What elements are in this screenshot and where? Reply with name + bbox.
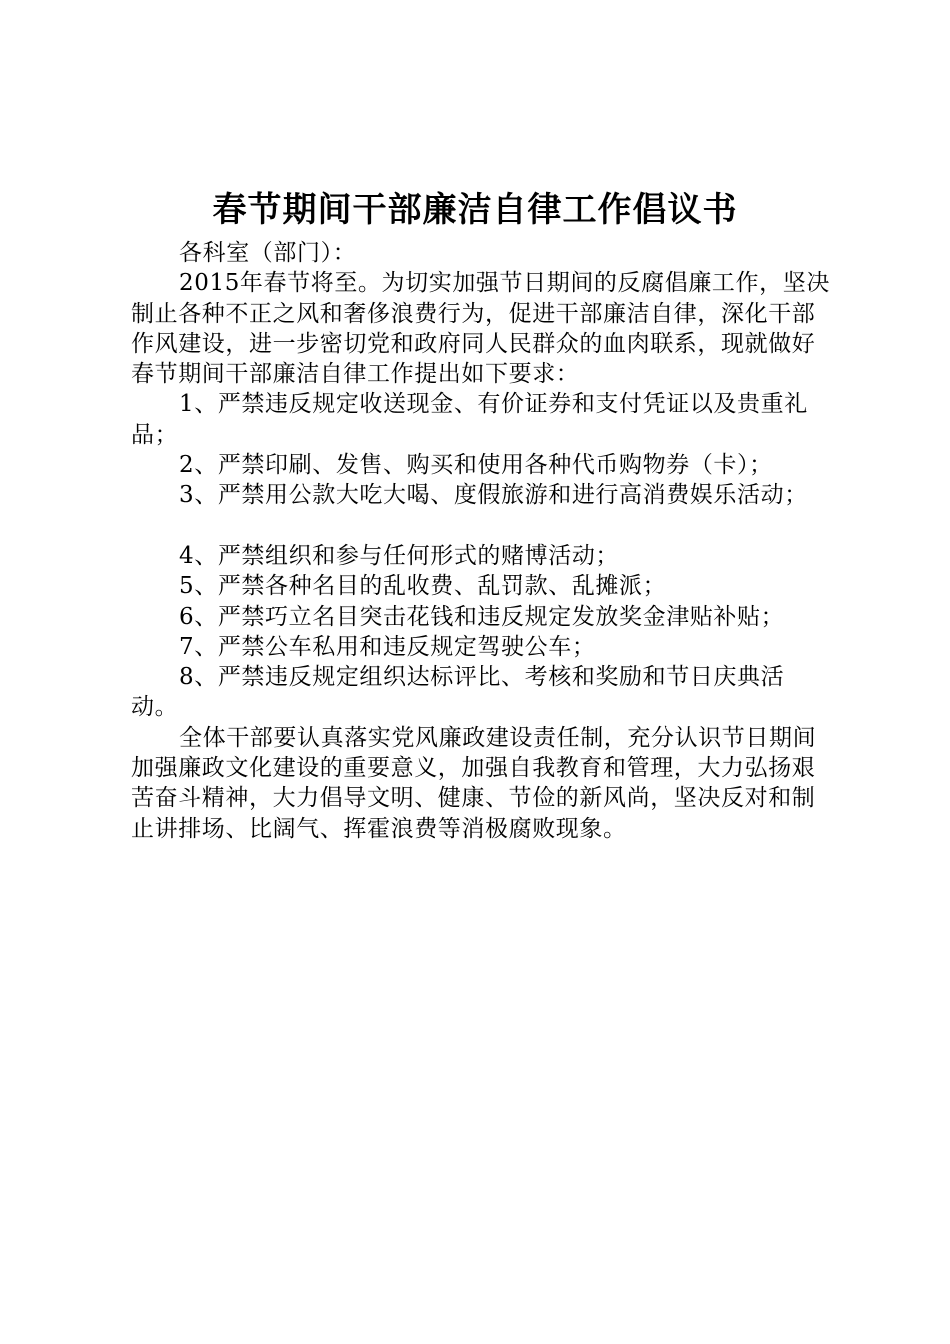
requirement-item-7: 7、严禁公车私用和违反规定驾驶公车；	[179, 633, 596, 660]
paragraph-spacer	[131, 511, 831, 541]
document-body	[131, 238, 831, 844]
requirement-item-2: 2、严禁印刷、发售、购买和使用各种代币购物券（卡）；	[179, 452, 773, 479]
requirement-item-5: 5、严禁各种名目的乱收费、乱罚款、乱摊派；	[179, 573, 667, 600]
document-title: 春节期间干部廉洁自律工作倡议书	[212, 190, 738, 230]
closing-paragraph: 全体干部要认真落实党风廉政建设责任制，充分认识节日期间加强廉政文化建设的重要意义，加强自我教育和管理，大力弘扬艰苦奋斗精神，大力倡导文明、健康、节俭的新风尚，坚决反对和制止讲排场、比阔气、挥霍浪费等消极腐败现象。	[131, 724, 817, 842]
requirement-item-6: 6、严禁巧立名目突击花钱和违反规定发放奖金津贴补贴；	[179, 603, 785, 630]
requirement-item-3: 3、严禁用公款大吃大喝、度假旅游和进行高消费娱乐活动；	[179, 482, 808, 509]
salutation: 各科室（部门）：	[179, 240, 357, 266]
requirement-item-1: 1、严禁违反规定收送现金、有价证券和支付凭证以及贵重礼品；	[131, 391, 808, 448]
requirement-item-8: 8、严禁违反规定组织达标评比、考核和奖励和节日庆典活动。	[131, 664, 785, 721]
intro-paragraph: 2015年春节将至。为切实加强节日期间的反腐倡廉工作，坚决制止各种不正之风和奢侈浪费行为，促进干部廉洁自律，深化干部作风建设，进一步密切党和政府同人民群众的血肉联系，现就做好春节期间干部廉洁自律工作提出如下要求：	[131, 270, 830, 388]
requirement-item-4: 4、严禁组织和参与任何形式的赌博活动；	[179, 542, 620, 569]
